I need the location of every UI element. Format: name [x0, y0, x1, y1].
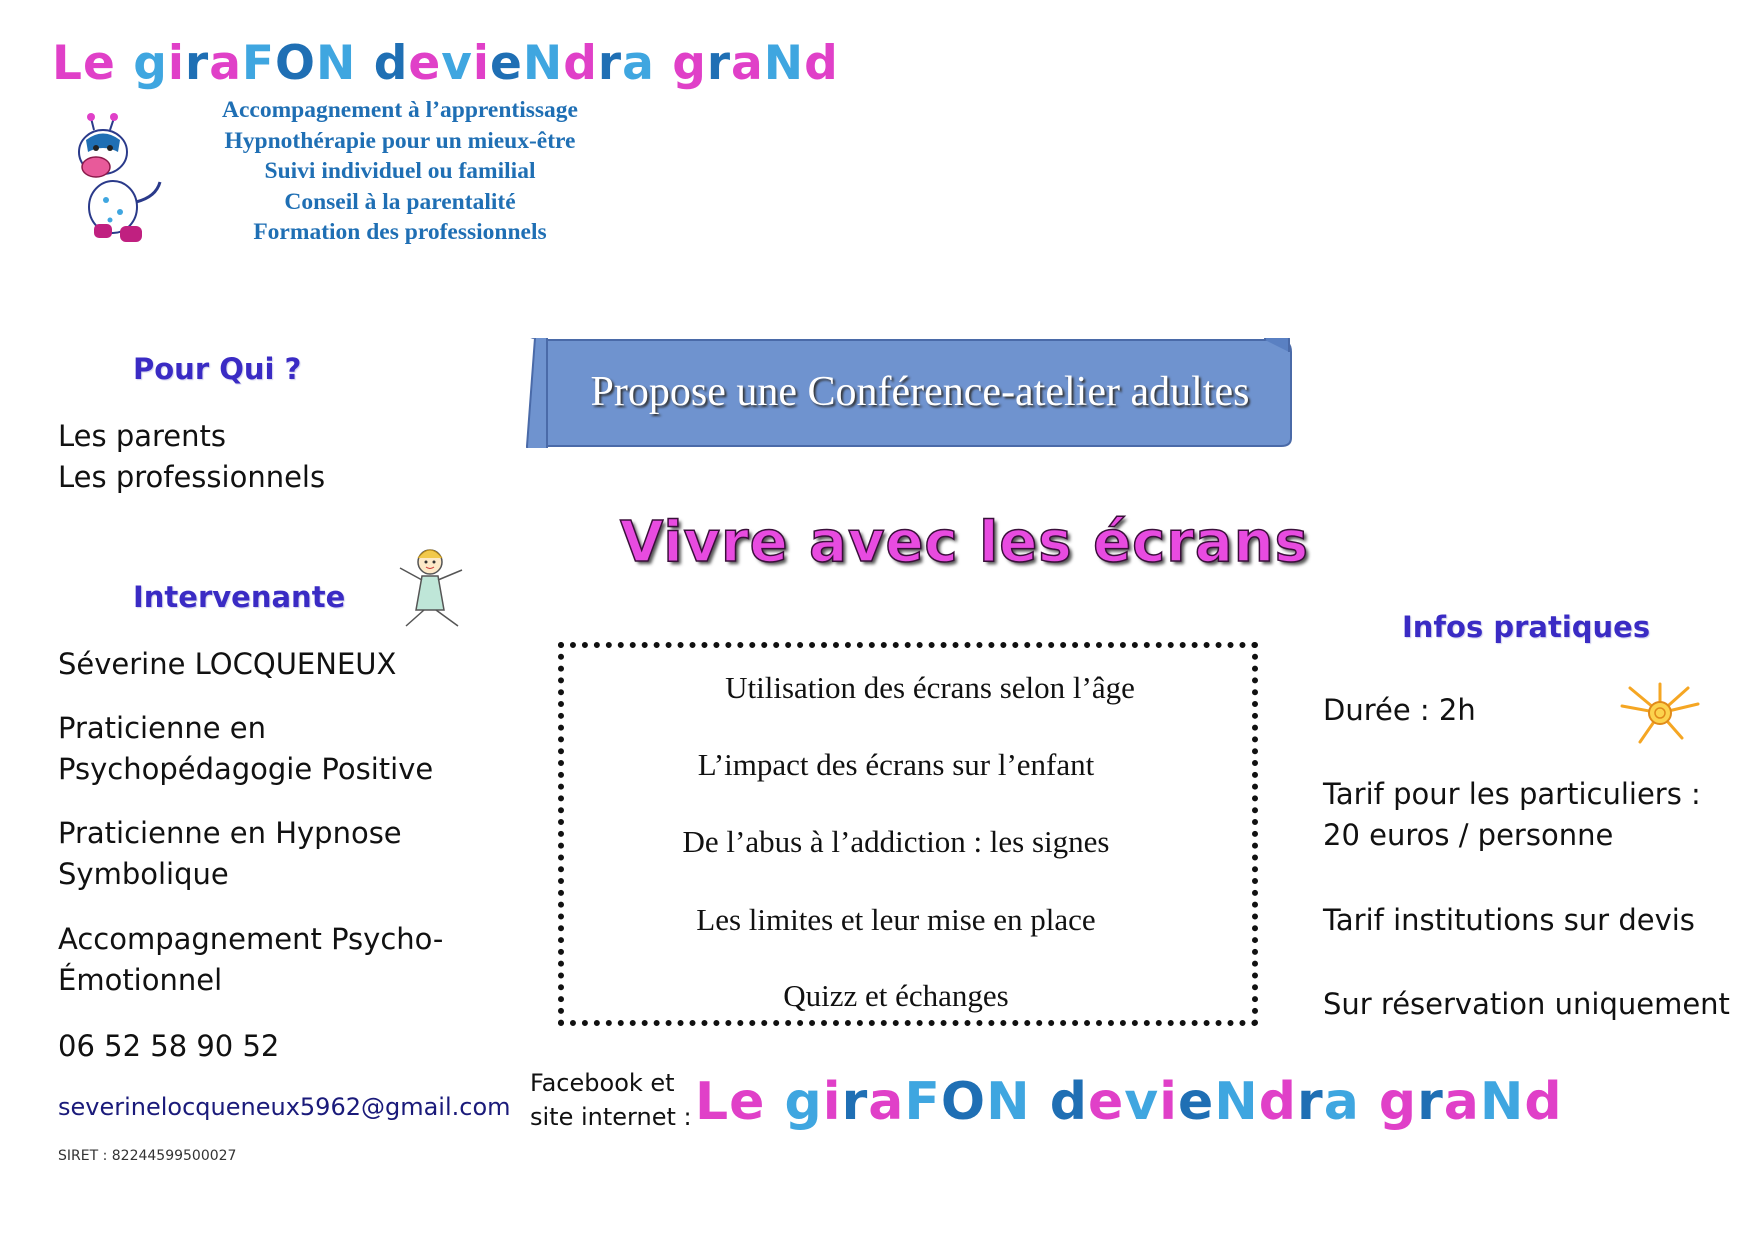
brand-letter: e [1087, 1072, 1125, 1132]
brand-letter [1360, 1072, 1379, 1132]
brand-letter: d [563, 36, 598, 91]
brand-letter: g [672, 36, 707, 91]
brand-letter: F [241, 36, 276, 91]
role-3 [58, 919, 443, 1001]
brand-letter: r [841, 1072, 869, 1132]
brand-letter: i [822, 1072, 842, 1132]
role-line: Praticienne en Hypnose [58, 816, 402, 850]
facebook-label [530, 1066, 692, 1134]
topic-item: De l’abus à l’addiction : les signes [682, 824, 1110, 859]
brand-letter: v [1124, 1072, 1160, 1132]
role-line: Accompagnement Psycho- [58, 922, 444, 956]
event-title: Vivre avec les écrans [620, 510, 1309, 575]
brand-letter: e [490, 36, 523, 91]
duration: Durée : 2h [1323, 693, 1476, 727]
email-link[interactable]: severinelocqueneux5962@gmail.com [58, 1093, 511, 1121]
tarif-particuliers [1323, 774, 1701, 856]
brand-letter: d [1049, 1072, 1088, 1132]
brand-letter: F [904, 1072, 941, 1132]
banner-title: Propose une Conférence-atelier adultes [590, 369, 1250, 415]
brand-letter: L [695, 1072, 730, 1132]
tagline: Accompagnement à l’apprentissage [222, 97, 578, 123]
brand-letter: a [209, 36, 242, 91]
brand-letter: a [1443, 1072, 1480, 1132]
brand-letter: i [472, 36, 491, 91]
role-line: Psychopédagogie Positive [58, 752, 434, 786]
brand-letter: g [133, 36, 168, 91]
brand-letter: r [185, 36, 210, 91]
brand-letter: N [522, 36, 564, 91]
brand-letter: r [597, 36, 623, 91]
siret-number: SIRET : 82244599500027 [58, 1148, 237, 1164]
brand-letter: N [986, 1072, 1031, 1132]
facebook-label-line: Facebook et [530, 1069, 675, 1097]
role-line: Praticienne en [58, 711, 266, 745]
role-2 [58, 813, 402, 895]
topic-item: Les limites et leur mise en place [696, 902, 1096, 937]
brand-letter: a [868, 1072, 905, 1132]
brand-letter: a [1323, 1072, 1360, 1132]
brand-letter: L [52, 36, 83, 91]
tagline: Suivi individuel ou familial [264, 158, 536, 184]
brand-letter [116, 36, 133, 91]
brand-letter: a [731, 36, 764, 91]
brand-letter: i [1159, 1072, 1178, 1132]
tagline: Hypnothérapie pour un mieux-être [224, 127, 576, 154]
brand-letter: r [706, 36, 732, 91]
brand-letter: N [1479, 1072, 1525, 1132]
brand-letter: r [1417, 1072, 1444, 1132]
tarif-institutions: Tarif institutions sur devis [1323, 903, 1695, 937]
brand-letter: O [940, 1072, 987, 1132]
brand-letter: e [82, 36, 116, 91]
brand-title [52, 36, 839, 91]
brand-letter [1031, 1072, 1050, 1132]
giraffe-mascot-icon [58, 112, 178, 247]
brand-letter: d [804, 36, 839, 91]
sun-icon [1618, 680, 1702, 746]
brand-letter: N [763, 36, 805, 91]
list-item: Les professionnels [58, 460, 326, 494]
tarif-line: 20 euros / personne [1323, 818, 1614, 852]
tagline: Formation des professionnels [253, 219, 547, 245]
brand-letter: d [1258, 1072, 1298, 1132]
intervenante-heading: Intervenante [133, 580, 346, 614]
reservation-note: Sur réservation uniquement [1323, 987, 1730, 1021]
brand-letter: e [729, 1072, 766, 1132]
brand-letter: d [373, 36, 409, 91]
pour-qui-list [58, 416, 325, 498]
brand-letter: O [275, 36, 316, 91]
brand-letter: g [784, 1072, 823, 1132]
tagline-list [170, 95, 630, 248]
list-item: Les parents [58, 419, 226, 453]
brand-letter [356, 36, 373, 91]
brand-letter: e [408, 36, 442, 91]
brand-letter [765, 1072, 784, 1132]
topics-box [558, 642, 1258, 1026]
role-1 [58, 708, 433, 790]
pour-qui-heading: Pour Qui ? [133, 352, 302, 386]
brand-letter: r [1297, 1072, 1324, 1132]
brand-letter: e [1177, 1072, 1215, 1132]
topic-item: Quizz et échanges [783, 978, 1009, 1013]
topic-item: Utilisation des écrans selon l’âge [725, 670, 1135, 705]
infos-heading: Infos pratiques [1402, 610, 1651, 644]
brand-letter: N [315, 36, 357, 91]
tagline: Conseil à la parentalité [284, 188, 516, 215]
facebook-label-line: site internet : [530, 1103, 692, 1131]
brand-letter [655, 36, 672, 91]
phone-number: 06 52 58 90 52 [58, 1029, 280, 1063]
intervenante-name: Séverine LOCQUENEUX [58, 647, 397, 681]
brand-letter: g [1378, 1072, 1418, 1132]
role-line: Émotionnel [58, 963, 223, 997]
brand-letter: i [167, 36, 185, 91]
child-drawing-icon [392, 540, 470, 630]
brand-letter: d [1524, 1072, 1563, 1132]
tarif-line: Tarif pour les particuliers : [1323, 777, 1701, 811]
topic-item: L’impact des écrans sur l’enfant [697, 747, 1095, 782]
footer-brand-link[interactable] [695, 1072, 1563, 1132]
brand-letter: a [622, 36, 655, 91]
role-line: Symbolique [58, 857, 229, 891]
brand-letter: v [441, 36, 473, 91]
brand-letter: N [1214, 1072, 1259, 1132]
